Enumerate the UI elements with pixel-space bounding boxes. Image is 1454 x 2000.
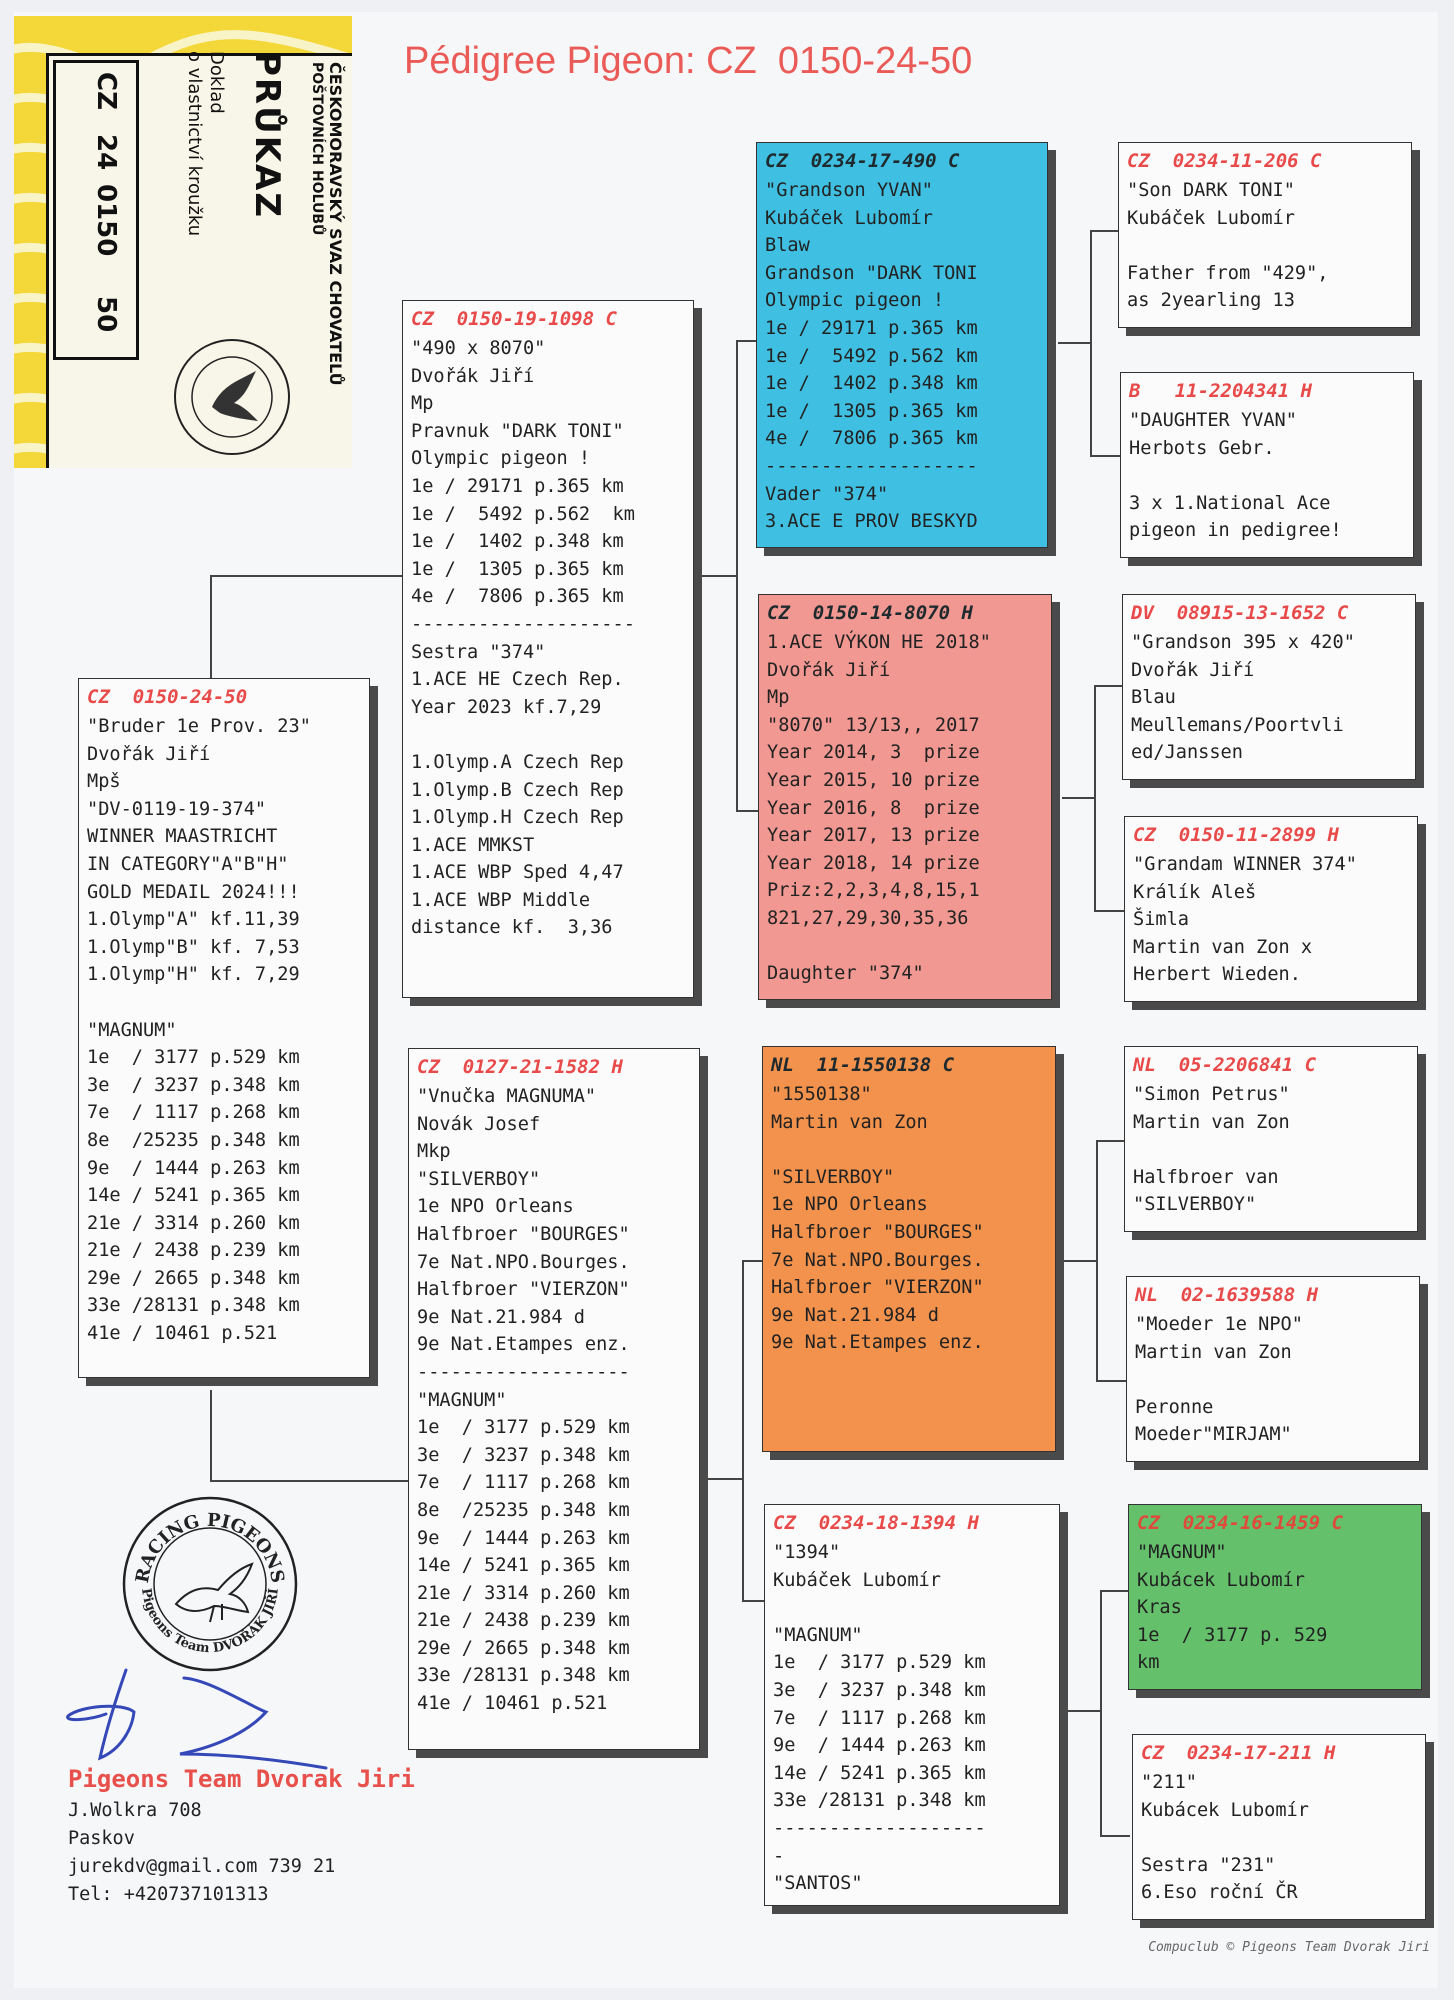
card-line: Olympic pigeon ! [765, 290, 945, 312]
card-line [767, 933, 1043, 961]
card-line: 1e / 3177 p.529 km [87, 1047, 300, 1069]
card-line: 9e / 1444 p.263 km [773, 1735, 986, 1757]
breeder-name: Pigeons Team Dvorak Jiri [68, 1765, 415, 1793]
sire-dam-dam-card [1124, 816, 1418, 1002]
card-line: 33e /28131 p.348 km [773, 1790, 986, 1812]
card-line: "Vnučka MAGNUMA" [417, 1086, 597, 1107]
card-line: Halfbroer "VIERZON" [417, 1279, 630, 1301]
card-line: "Bruder 1e Prov. 23" [87, 716, 311, 737]
sire-dam-sire-card [1122, 594, 1416, 780]
card-line: Year 2017, 13 prize [767, 825, 980, 847]
card-lines [1137, 1539, 1413, 1677]
card-line: Father from "429", [1127, 262, 1329, 284]
card-line: Year 2018, 14 prize [767, 852, 980, 874]
card-line [1129, 462, 1405, 490]
card-line: "Grandam WINNER 374" [1133, 854, 1357, 875]
dam-card [408, 1048, 700, 1750]
card-line: 3e / 3237 p.348 km [773, 1679, 986, 1701]
card-line: "211" [1141, 1772, 1197, 1793]
card-line: 821,27,29,30,35,36 [767, 907, 969, 929]
card-line: 9e / 1444 p.263 km [87, 1157, 300, 1179]
card-line: 21e / 3314 p.260 km [417, 1582, 630, 1604]
ownership-certificate [14, 16, 352, 468]
sire-card [402, 300, 694, 998]
subject-pigeon-card [78, 678, 370, 1378]
card-line: 1.Olymp.A Czech Rep [411, 751, 624, 773]
card-line: 1.Olymp"B" kf. 7,53 [87, 936, 300, 958]
ring-number: CZ 0234-11-206 C [1127, 150, 1322, 172]
card-line: "DV-0119-19-374" [87, 798, 267, 820]
card-line: distance kf. 3,36 [411, 917, 613, 939]
card-line: "1394" [773, 1542, 841, 1563]
ring-number: CZ 0150-11-2899 H [1133, 824, 1339, 846]
card-line: 41e / 10461 p.521 [417, 1693, 608, 1715]
card-line: Meullemans/Poortvli [1131, 714, 1344, 736]
card-line: Sestra "374" [411, 641, 546, 663]
card-line: "Moeder 1e NPO" [1135, 1314, 1303, 1335]
card-line: 1e / 3177 p. 529 [1137, 1624, 1328, 1646]
card-line: Halfbroer "BOURGES" [417, 1223, 630, 1245]
ring-number: CZ 0150-14-8070 H [767, 602, 973, 624]
card-line [87, 989, 361, 1017]
card-line: "Grandson 395 x 420" [1131, 632, 1355, 653]
card-line: 8e /25235 p.348 km [87, 1129, 300, 1151]
card-line: 1e / 1402 p.348 km [765, 373, 978, 395]
card-line: 1e / 1402 p.348 km [411, 531, 624, 553]
card-line: Daughter "374" [767, 963, 924, 985]
card-line: 6.Eso roční ČR [1141, 1882, 1298, 1904]
card-line: ------------------- [417, 1361, 630, 1383]
card-line: "SILVERBOY" [771, 1166, 895, 1188]
card-line: 1e NPO Orleans [417, 1196, 574, 1218]
card-line: pigeon in pedigree! [1129, 520, 1342, 542]
card-line: 21e / 3314 p.260 km [87, 1212, 300, 1234]
card-lines [765, 177, 1039, 536]
card-line: 9e Nat.21.984 d [417, 1306, 585, 1328]
card-line: 7e / 1117 p.268 km [417, 1472, 630, 1494]
card-line: 1.ACE WBP Middle [411, 889, 591, 911]
ring-number: CZ 0234-18-1394 H [773, 1512, 979, 1534]
card-line: Kubácek Lubomír [1141, 1799, 1309, 1821]
card-lines [1141, 1769, 1417, 1907]
card-line: 41e / 10461 p.521 [87, 1323, 278, 1345]
card-line: "SILVERBOY" [1133, 1194, 1257, 1216]
card-line: Grandson "DARK TONI [765, 262, 978, 284]
card-line: 1e / 29171 p.365 km [411, 475, 624, 497]
ring-club: 0150 [91, 184, 121, 257]
card-lines [411, 335, 685, 942]
card-line: 7e Nat.NPO.Bourges. [417, 1251, 630, 1273]
card-line: 3 x 1.National Ace [1129, 492, 1331, 514]
card-line: Priz:2,2,3,4,8,15,1 [767, 880, 980, 902]
card-line: Kubácek Lubomír [1137, 1569, 1305, 1591]
card-line: 1e / 1305 p.365 km [765, 400, 978, 422]
dam-sire-card [762, 1046, 1056, 1452]
card-line: "MAGNUM" [87, 1019, 177, 1041]
card-line: Kubáček Lubomír [773, 1569, 941, 1591]
card-line: WINNER MAASTRICHT [87, 826, 278, 848]
card-line: Year 2015, 10 prize [767, 769, 980, 791]
card-lines [1135, 1311, 1411, 1449]
card-line: 1e / 3177 p.529 km [417, 1417, 630, 1439]
card-line [411, 721, 685, 749]
pigeon-seal-icon [176, 341, 288, 453]
card-line: 14e / 5241 p.365 km [87, 1185, 300, 1207]
card-line: "MAGNUM" [773, 1624, 863, 1646]
card-lines [1133, 1081, 1409, 1219]
ring-number: NL 11-1550138 C [771, 1054, 955, 1076]
card-lines [771, 1081, 1047, 1357]
card-line: "MAGNUM" [417, 1389, 507, 1411]
card-line: Novák Josef [417, 1113, 541, 1135]
card-line: 21e / 2438 p.239 km [87, 1240, 300, 1262]
card-line: Pravnuk "DARK TONI" [411, 420, 624, 442]
card-line: ------------------- [773, 1817, 986, 1839]
card-line: 1e / 5492 p.562 km [411, 503, 635, 525]
card-line: "8070" 13/13,, 2017 [767, 714, 980, 736]
card-lines [1127, 177, 1403, 315]
card-line: Year 2023 kf.7,29 [411, 696, 602, 718]
ring-number: DV 08915-13-1652 C [1131, 602, 1349, 624]
ring-country: CZ [91, 72, 121, 110]
card-line: 33e /28131 p.348 km [87, 1295, 300, 1317]
card-lines [773, 1539, 1051, 1898]
card-line [1135, 1366, 1411, 1394]
card-line: Martin van Zon x [1133, 936, 1313, 958]
card-line: Halfbroer "VIERZON" [771, 1277, 984, 1299]
card-line: "SILVERBOY" [417, 1168, 541, 1190]
card-line: 4e / 7806 p.365 km [411, 586, 624, 608]
certificate-subtitle-2: o vlastnictví kroužku [184, 51, 205, 237]
ring-number: CZ 0234-17-211 H [1141, 1742, 1336, 1764]
card-line: 3e / 3237 p.348 km [87, 1074, 300, 1096]
ring-number: NL 05-2206841 C [1133, 1054, 1317, 1076]
card-line: "490 x 8070" [411, 338, 546, 359]
card-line [1141, 1824, 1417, 1852]
card-line: Dvořák Jiří [411, 365, 535, 387]
address-line-1: J.Wolkra 708 [68, 1800, 202, 1821]
card-line: 1e / 29171 p.365 km [765, 317, 978, 339]
card-line: 1e / 1305 p.365 km [411, 558, 624, 580]
card-line: 1.ACE WBP Sped 4,47 [411, 862, 624, 884]
card-line: - [773, 1845, 785, 1867]
card-line: Mpš [87, 771, 121, 793]
card-line: 7e / 1117 p.268 km [773, 1707, 986, 1729]
card-line: ------------------- [765, 455, 978, 477]
card-line: 9e Nat.21.984 d [771, 1304, 939, 1326]
association-seal [174, 339, 290, 455]
dam-dam-dam-card [1132, 1734, 1426, 1920]
card-line: "DAUGHTER YVAN" [1129, 410, 1297, 431]
card-line [1133, 1136, 1409, 1164]
card-line: 8e /25235 p.348 km [417, 1499, 630, 1521]
card-line: 9e Nat.Etampes enz. [771, 1332, 984, 1354]
ring-number: B 11-2204341 H [1129, 380, 1313, 402]
ring-number: CZ 0127-21-1582 H [417, 1056, 623, 1078]
card-line: Halfbroer "BOURGES" [771, 1221, 984, 1243]
card-line: 1.ACE HE Czech Rep. [411, 669, 624, 691]
card-line: Kras [1137, 1597, 1182, 1619]
card-line: 1.Olymp.B Czech Rep [411, 779, 624, 801]
card-line [1127, 232, 1403, 260]
card-line: GOLD MEDAIL 2024!!! [87, 881, 300, 903]
racing-pigeons-stamp [118, 1492, 302, 1676]
card-line: Moeder"MIRJAM" [1135, 1424, 1292, 1446]
card-line [771, 1136, 1047, 1164]
card-lines [417, 1083, 691, 1718]
card-line: Blau [1131, 687, 1176, 709]
card-line: 3e / 3237 p.348 km [417, 1444, 630, 1466]
card-line: Year 2014, 3 prize [767, 742, 980, 764]
card-line: Sestra "231" [1141, 1854, 1276, 1876]
card-line: Mp [767, 687, 790, 709]
card-line: Kubáček Lubomír [765, 207, 933, 229]
ring-serial: 50 [91, 296, 121, 333]
ring-number: CZ 0150-19-1098 C [411, 308, 617, 330]
card-line: 3.ACE E PROV BESKYD [765, 511, 978, 533]
card-line: Peronne [1135, 1396, 1214, 1418]
card-line: 9e / 1444 p.263 km [417, 1527, 630, 1549]
card-line: Mkp [417, 1141, 451, 1163]
card-line: 1.Olymp"H" kf. 7,29 [87, 964, 300, 986]
card-line: 29e / 2665 p.348 km [417, 1637, 630, 1659]
card-line: Year 2016, 8 prize [767, 797, 980, 819]
page-title: Pédigree Pigeon: CZ 0150-24-50 [404, 40, 973, 82]
card-line: as 2yearling 13 [1127, 290, 1295, 312]
card-line: 14e / 5241 p.365 km [773, 1762, 986, 1784]
card-lines [767, 629, 1043, 988]
card-line: 21e / 2438 p.239 km [417, 1610, 630, 1632]
card-line: 1.ACE MMKST [411, 834, 535, 856]
card-line: 29e / 2665 p.348 km [87, 1267, 300, 1289]
certificate-subtitle-1: Doklad [206, 51, 227, 114]
card-line: km [1137, 1652, 1160, 1674]
card-line: "MAGNUM" [1137, 1542, 1227, 1563]
card-lines [87, 713, 361, 1348]
card-line: Martin van Zon [1133, 1111, 1290, 1133]
card-line: ed/Janssen [1131, 742, 1243, 764]
card-line: Mp [411, 393, 434, 415]
phone-number: Tel: +420737101313 [68, 1884, 269, 1905]
card-line: 7e Nat.NPO.Bourges. [771, 1249, 984, 1271]
copyright-notice: Compuclub © Pigeons Team Dvorak Jiri [1148, 1940, 1430, 1955]
card-line: 9e Nat.Etampes enz. [417, 1334, 630, 1356]
sire-dam-card [758, 594, 1052, 1000]
card-line: "SANTOS" [773, 1873, 863, 1895]
card-line: "Son DARK TONI" [1127, 180, 1295, 201]
card-lines [1129, 407, 1405, 545]
card-line: Herbert Wieden. [1133, 964, 1301, 986]
card-line: Olympic pigeon ! [411, 448, 591, 470]
ring-number: CZ 0234-17-490 C [765, 150, 960, 172]
dam-sire-dam-card [1126, 1276, 1420, 1462]
ring-number: CZ 0150-24-50 [87, 686, 248, 708]
card-line: -------------------- [411, 613, 635, 635]
card-line: 4e / 7806 p.365 km [765, 428, 978, 450]
address-line-2: Paskov [68, 1828, 135, 1849]
certificate-heading: PRŮKAZ [247, 51, 287, 220]
ring-number: NL 02-1639588 H [1135, 1284, 1319, 1306]
dam-dam-card [764, 1504, 1060, 1906]
card-line: 7e / 1117 p.268 km [87, 1102, 300, 1124]
card-line: 1e / 3177 p.529 km [773, 1652, 986, 1674]
sire-sire-sire-card [1118, 142, 1412, 328]
card-lines [1133, 851, 1409, 989]
dam-dam-sire-card [1128, 1504, 1422, 1690]
card-line: 1.Olymp"A" kf.11,39 [87, 909, 300, 931]
card-line: "Simon Petrus" [1133, 1084, 1290, 1105]
card-line: Kubáček Lubomír [1127, 207, 1295, 229]
card-line: 1.ACE VÝKON HE 2018" [767, 632, 991, 653]
card-line: "Grandson YVAN" [765, 180, 933, 201]
card-line: Martin van Zon [771, 1111, 928, 1133]
stamp-top-text: RACING PIGEONS [131, 1509, 288, 1585]
card-line: Dvořák Jiří [767, 659, 891, 681]
card-line: 14e / 5241 p.365 km [417, 1555, 630, 1577]
card-line: Králík Aleš [1133, 881, 1257, 903]
card-line: Herbots Gebr. [1129, 437, 1275, 459]
card-line: Blaw [765, 235, 810, 257]
card-line: IN CATEGORY"A"B"H" [87, 853, 289, 875]
card-line: 33e /28131 p.348 km [417, 1665, 630, 1687]
org-line-1: ČESKOMORAVSKÝ SVAZ CHOVATELŮ [326, 62, 345, 386]
card-line: Halfbroer van [1133, 1166, 1279, 1188]
sire-sire-dam-card [1120, 372, 1414, 558]
email-link[interactable]: jurekdv@gmail.com 739 21 [68, 1856, 336, 1877]
ring-year: 24 [91, 134, 121, 171]
dam-sire-sire-card [1124, 1046, 1418, 1232]
card-line: Šimla [1133, 909, 1189, 931]
stamp-bottom-text: Pigeons Team DVOŘÁK JIŘÍ [138, 1587, 282, 1657]
card-line: "1550138" [771, 1084, 872, 1105]
card-line: Dvořák Jiří [87, 743, 211, 765]
ring-number: CZ 0234-16-1459 C [1137, 1512, 1343, 1534]
sire-sire-card [756, 142, 1048, 548]
org-line-2: POŠTOVNÍCH HOLUBŮ [309, 62, 325, 236]
card-lines [1131, 629, 1407, 767]
card-line: 1.Olymp.H Czech Rep [411, 807, 624, 829]
card-line: Vader "374" [765, 483, 889, 505]
card-line: 1e NPO Orleans [771, 1194, 928, 1216]
card-line: Martin van Zon [1135, 1341, 1292, 1363]
dove-icon [176, 1564, 252, 1622]
card-line: Dvořák Jiří [1131, 659, 1255, 681]
card-line [773, 1594, 1051, 1622]
card-line: 1e / 5492 p.562 km [765, 345, 978, 367]
